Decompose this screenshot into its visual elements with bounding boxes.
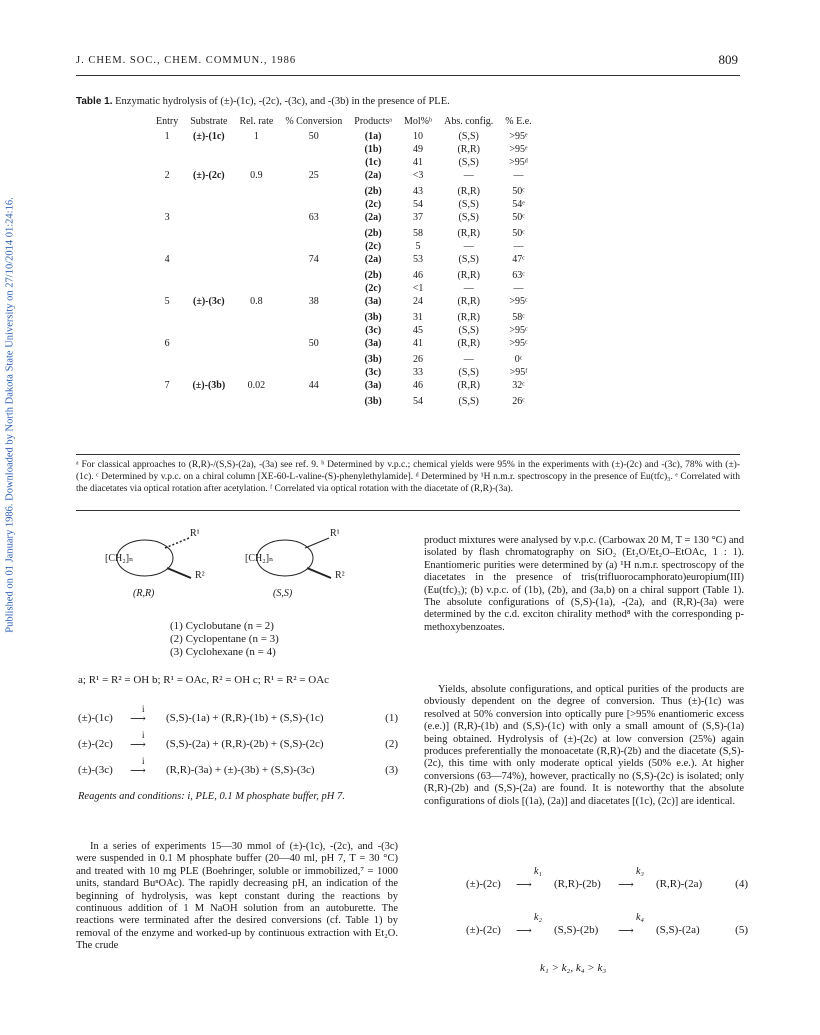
cell-entry (150, 324, 184, 337)
table-footnotes: ᵃ For classical approaches to (R,R)-/(S,S)-(2a), -(3a) see ref. 9. ᵇ Determined by v.p.c.; chemical yields were 95% in the experiments with (±)-(2c) and -(3c), 78% with (±)-(1c). ᶜ Determined by v.p.c. on a chiral column [XE-60-L-valine-(S)-phenylethylamide]. ᵈ Determined by ¹H n.m.r. spectroscopy in the presence of Eu(tfc)₃. ᵉ Correlated with the diacetates via optical rotation after acetylation. ᶠ Correlated via optical rotation with the diacetate of (R,R)-(3a). (76, 460, 740, 494)
cell-substrate (184, 395, 233, 408)
cell-mol: 46 (413, 380, 424, 391)
table-row (150, 130, 538, 143)
cell-substrate (184, 269, 233, 282)
structure-drawings (95, 530, 355, 605)
table-rule (76, 454, 740, 455)
reaction-products: (R,R)-(3a) + (±)-(3b) + (S,S)-(3c) (166, 764, 315, 776)
cell-config: (R,R) (457, 144, 480, 155)
cell-config: (S,S) (458, 367, 479, 378)
cell-conversion: 25 (308, 170, 319, 181)
cell-rel-rate (233, 227, 279, 240)
cell-rel-rate (233, 143, 279, 156)
cell-conversion (279, 353, 348, 366)
cell-entry: 2 (164, 170, 170, 181)
cell-substrate (184, 211, 233, 227)
equation-row (466, 866, 748, 912)
reaction-start: (±)-(1c) (78, 712, 113, 724)
cell-product: (2c) (365, 283, 382, 294)
table-row (150, 156, 538, 169)
cell-substrate: (±)-(2c) (193, 170, 225, 181)
cell-product: (3b) (364, 354, 382, 365)
cell-entry: 5 (164, 296, 170, 307)
cell-mol: 37 (413, 212, 424, 223)
cell-config: — (463, 354, 474, 365)
cell-mol: 58 (413, 228, 424, 239)
cell-config: (S,S) (458, 131, 479, 142)
cell-config: (S,S) (458, 199, 479, 210)
cell-substrate (184, 143, 233, 156)
col-ee: % E.e. (505, 115, 532, 127)
cell-ee: >95ᵈ (509, 157, 528, 168)
reaction-conditions: Reagents and conditions: i, PLE, 0.1 M phosphate buffer, pH 7. (78, 791, 345, 802)
eq-rate-2: k₄ (636, 912, 644, 923)
cell-config: — (463, 283, 474, 294)
cell-config: — (463, 170, 474, 181)
table-row (150, 366, 538, 379)
cell-entry (150, 143, 184, 156)
cell-substrate: (±)-(3b) (192, 380, 226, 391)
cell-product: (2a) (364, 212, 382, 223)
cell-entry (150, 395, 184, 408)
eq-mid: (R,R)-(2b) (554, 878, 601, 890)
eq-start: (±)-(2c) (466, 924, 501, 936)
cell-rel-rate (233, 269, 279, 282)
eq-end: (S,S)-(2a) (656, 924, 700, 936)
cell-rel-rate (233, 395, 279, 408)
reaction-arrow: ⟶ (130, 765, 146, 777)
reaction-start: (±)-(2c) (78, 738, 113, 750)
cell-rel-rate (233, 337, 279, 353)
eq-arrow-2: ⟶ (618, 879, 634, 891)
eq-start: (±)-(2c) (466, 878, 501, 890)
cell-conversion: 44 (308, 380, 319, 391)
cell-ee: 32ᶜ (512, 380, 525, 391)
table-row (150, 353, 538, 366)
cell-substrate (184, 227, 233, 240)
eq-rate-1: k₁ (534, 866, 542, 877)
table-caption-text: Enzymatic hydrolysis of (±)-(1c), -(2c), -(3c), and -(3b) in the presence of PLE. (115, 96, 450, 107)
eq-mid: (S,S)-(2b) (554, 924, 599, 936)
cell-conversion (279, 156, 348, 169)
cell-rel-rate (233, 240, 279, 253)
left-column-paragraph: In a series of experiments 15—30 mmol of (±)-(1c), -(2c), and -(3c) were suspended in 0.1 M phosphate buffer (20—40 ml, pH 7, T = 30 °C) and treated with 10 mg PLE (Boehringer, soluble or immobilized,⁷ = 1000 units, standard BuⁿOAc). The rapidly decreasing pH, an indication of the beginning of hydrolysis, was kept constant during the reactions by continuous addition of 1 M NaOH solution from an autoburette. The reactions were terminated after the desired conversions (cf. Table 1) by removal of the enzyme and worked-up by continuous extraction with Et₂O. The crude (76, 841, 398, 952)
cell-entry (150, 156, 184, 169)
cell-product: (1b) (364, 144, 382, 155)
reaction-row (78, 732, 400, 758)
cell-conversion (279, 240, 348, 253)
cell-conversion: 50 (308, 131, 319, 142)
table-row (150, 198, 538, 211)
cell-config: (S,S) (458, 396, 479, 407)
cell-entry (150, 366, 184, 379)
cell-entry: 7 (164, 380, 170, 391)
reaction-number: (2) (385, 738, 398, 750)
cell-mol: 46 (413, 270, 424, 281)
cell-entry: 3 (164, 212, 170, 223)
table-row (150, 324, 538, 337)
cell-substrate (184, 282, 233, 295)
cell-rel-rate (233, 198, 279, 211)
cell-config: (S,S) (458, 325, 479, 336)
compound-1: (1) Cyclobutane (n = 2) (170, 620, 274, 632)
table-row (150, 227, 538, 240)
eq-end: (R,R)-(2a) (656, 878, 703, 890)
table-row (150, 240, 538, 253)
cell-rel-rate (233, 324, 279, 337)
cell-product: (2b) (364, 228, 382, 239)
cell-config: (R,R) (457, 380, 480, 391)
eq-rate-1: k₂ (534, 912, 542, 923)
ring-label-right: [CH₂]ₙ (245, 553, 274, 564)
journal-title: J. CHEM. SOC., CHEM. COMMUN., 1986 (76, 55, 297, 66)
cell-product: (2c) (365, 199, 382, 210)
table-caption (76, 96, 450, 107)
cell-config: (R,R) (457, 228, 480, 239)
table-label: Table 1. (76, 96, 113, 107)
cell-ee: >95ᵉ (509, 144, 528, 155)
cell-product: (3c) (365, 367, 382, 378)
cell-ee: 54ᵉ (512, 199, 525, 210)
cell-config: (R,R) (457, 296, 480, 307)
cell-ee: 47ᶜ (512, 254, 525, 265)
cell-entry: 6 (164, 338, 170, 349)
cell-rel-rate (233, 211, 279, 227)
cell-entry: 4 (164, 254, 170, 265)
cell-mol: 43 (413, 186, 424, 197)
r2-label-left: R² (195, 570, 205, 581)
ring-label-left: [CH₂]ₙ (105, 553, 134, 564)
r1-label-right: R¹ (330, 528, 340, 539)
table-row (150, 295, 538, 311)
right-column-paragraph-1: product mixtures were analysed by v.p.c. (Carbowax 20 M, T = 130 °C) and isolated by flash chromatography on SiO₂ (Et₂O/Et₂O–EtOAc, 1 : 1). Enantiomeric purities were determined by (a) ¹H n.m.r. spectroscopy of the diacetates in the presence of tris(trifluorocamphorato)europium(III) (Eu(tfc)₃); (b) v.p.c. of (1b), (2b), and (3a,b) on a chiral support (Table 1). The absolute configurations of (S,S)-(1a), -(2a), and (R,R)-(3a) were determined by the c.d. exciton chirality method⁸ with the corresponding p-methoxybenzoates. (424, 535, 744, 633)
cell-substrate (184, 185, 233, 198)
cell-product: (3c) (365, 325, 382, 336)
cell-mol: 10 (413, 131, 424, 142)
col-substrate: Substrate (190, 115, 228, 127)
cell-ee: — (513, 283, 524, 294)
cell-mol: 41 (413, 338, 424, 349)
config-label-rr: (R,R) (133, 588, 155, 599)
cell-ee: 50ᶜ (512, 212, 525, 223)
compound-list (170, 620, 279, 659)
cell-conversion: 74 (308, 254, 319, 265)
col-conversion: % Conversion (285, 115, 343, 127)
cell-substrate (184, 337, 233, 353)
table-row (150, 379, 538, 395)
table-row (150, 169, 538, 185)
cell-mol: 41 (413, 157, 424, 168)
table-row (150, 269, 538, 282)
cell-config: (S,S) (458, 212, 479, 223)
right-column-paragraph-2: Yields, absolute configurations, and optical purities of the products are obviously dependent on the degree of conversion. Thus (±)-(1c) was resolved at 50% conversion into optically pure [>95% enantiomeric excess (e.e.)] (R,R)-(1b) and (S,S)-(1c) with only a small amount of (S,S)-(1a) being obtained. Hydrolysis of (±)-(2c) at low conversion (25%) again produces preferentially the monoacetate (R,R)-(2b) and the diacetate (S,S)-(2c), this time with only moderate optical yields (50% e.e.). At higher conversions (63—74%), however, practically no (S,S)-(2c) is isolated; only (R,R)-(2b) and (S,S)-(2a) are found. It is noteworthy that the absolute configurations of diols [(1a), (2a)] and diacetates [(1c), (2c)] are identical. (424, 684, 744, 807)
cell-config: (R,R) (457, 338, 480, 349)
table-row (150, 282, 538, 295)
header-rule (76, 75, 740, 76)
cell-mol: <1 (412, 283, 424, 294)
cell-conversion (279, 143, 348, 156)
cell-ee: >95ᵉ (509, 131, 528, 142)
table-header-row (150, 114, 538, 130)
cell-ee: — (513, 241, 524, 252)
cell-ee: 0ᶜ (514, 354, 523, 365)
cell-product: (2a) (364, 170, 382, 181)
cell-entry (150, 311, 184, 324)
cell-rel-rate: 0.9 (250, 170, 263, 181)
cell-rel-rate: 1 (253, 131, 259, 142)
footnote-rule (76, 510, 740, 511)
cell-ee: 58ᶜ (512, 312, 525, 323)
table-row (150, 337, 538, 353)
cell-rel-rate (233, 253, 279, 269)
reaction-start: (±)-(3c) (78, 764, 113, 776)
cell-rel-rate (233, 156, 279, 169)
col-products: Productsᵃ (354, 115, 392, 127)
cell-substrate (184, 198, 233, 211)
cell-ee: 63ᶜ (512, 270, 525, 281)
cell-substrate (184, 311, 233, 324)
reagent-label: i (142, 730, 145, 740)
cell-ee: >95ᶜ (509, 325, 528, 336)
cell-entry: 1 (164, 131, 170, 142)
cell-rel-rate (233, 366, 279, 379)
config-label-ss: (S,S) (273, 588, 293, 599)
cell-conversion (279, 311, 348, 324)
cell-entry (150, 353, 184, 366)
table-row (150, 143, 538, 156)
cell-config: (S,S) (458, 157, 479, 168)
cell-conversion (279, 185, 348, 198)
cell-substrate (184, 156, 233, 169)
cell-config: (R,R) (457, 270, 480, 281)
cell-rel-rate (233, 311, 279, 324)
cell-mol: 5 (415, 241, 421, 252)
table-row (150, 185, 538, 198)
cell-mol: 53 (413, 254, 424, 265)
cell-conversion (279, 269, 348, 282)
r1-label-left: R¹ (190, 528, 200, 539)
col-entry: Entry (156, 115, 179, 127)
table-row (150, 253, 538, 269)
reaction-arrow: ⟶ (130, 713, 146, 725)
compound-3: (3) Cyclohexane (n = 4) (170, 646, 276, 658)
cell-product: (2b) (364, 186, 382, 197)
cell-entry (150, 198, 184, 211)
cell-product: (3a) (364, 338, 382, 349)
cell-ee: >95ᶠ (509, 367, 528, 378)
cell-ee: — (513, 170, 524, 181)
table-row (150, 395, 538, 408)
cell-product: (1c) (365, 157, 382, 168)
cell-conversion (279, 227, 348, 240)
eq-number: (4) (735, 878, 748, 890)
eq-rate-2: k₃ (636, 866, 644, 877)
cell-entry (150, 269, 184, 282)
r2-label-right: R² (335, 570, 345, 581)
eq-arrow-1: ⟶ (516, 925, 532, 937)
page-number: 809 (718, 52, 738, 67)
cell-mol: 49 (413, 144, 424, 155)
cell-conversion (279, 366, 348, 379)
reaction-products: (S,S)-(1a) + (R,R)-(1b) + (S,S)-(1c) (166, 712, 324, 724)
cell-substrate: (±)-(1c) (193, 131, 225, 142)
cell-conversion (279, 324, 348, 337)
eq-arrow-1: ⟶ (516, 879, 532, 891)
col-mol: Mol%ᵇ (404, 115, 433, 127)
cell-mol: 26 (413, 354, 424, 365)
reaction-number: (3) (385, 764, 398, 776)
reaction-row (78, 706, 400, 732)
cell-substrate: (±)-(3c) (193, 296, 225, 307)
cell-mol: 54 (413, 396, 424, 407)
col-abs-config: Abs. config. (444, 115, 494, 127)
cell-mol: 31 (413, 312, 424, 323)
cell-product: (2a) (364, 254, 382, 265)
cell-conversion (279, 198, 348, 211)
eq-arrow-2: ⟶ (618, 925, 634, 937)
cell-substrate (184, 353, 233, 366)
cell-product: (2b) (364, 270, 382, 281)
equation-row (466, 912, 748, 958)
cell-product: (2c) (365, 241, 382, 252)
cell-product: (3a) (364, 296, 382, 307)
cell-rel-rate: 0.02 (247, 380, 266, 391)
cell-ee: 50ᶜ (512, 186, 525, 197)
cell-entry (150, 227, 184, 240)
running-header (76, 52, 738, 72)
cell-mol: 54 (413, 199, 424, 210)
cell-substrate (184, 240, 233, 253)
cell-rel-rate (233, 353, 279, 366)
cell-conversion (279, 395, 348, 408)
cell-ee: >95ᶜ (509, 338, 528, 349)
rate-relation: k₁ > k₂, k₄ > k₃ (540, 962, 607, 974)
reaction-number: (1) (385, 712, 398, 724)
cell-config: — (463, 241, 474, 252)
reaction-scheme (78, 706, 400, 784)
cell-config: (R,R) (457, 186, 480, 197)
cell-ee: 50ᶜ (512, 228, 525, 239)
cell-conversion (279, 282, 348, 295)
cell-conversion: 38 (308, 296, 319, 307)
download-notice (2, 180, 18, 650)
cell-entry (150, 240, 184, 253)
cell-mol: 33 (413, 367, 424, 378)
data-table (150, 114, 538, 408)
cell-entry (150, 282, 184, 295)
cell-mol: 45 (413, 325, 424, 336)
reaction-row (78, 758, 400, 784)
cell-substrate (184, 253, 233, 269)
cell-entry (150, 185, 184, 198)
cell-product: (1a) (364, 131, 382, 142)
cell-product: (3a) (364, 380, 382, 391)
cell-mol: <3 (412, 170, 424, 181)
cell-mol: 24 (413, 296, 424, 307)
cell-rel-rate (233, 282, 279, 295)
cell-product: (3b) (364, 396, 382, 407)
col-rel-rate: Rel. rate (239, 115, 274, 127)
cell-substrate (184, 324, 233, 337)
compound-2: (2) Cyclopentane (n = 3) (170, 633, 279, 645)
table-row (150, 311, 538, 324)
substituent-key: a; R¹ = R² = OH b; R¹ = OAc, R² = OH c; R¹ = R² = OAc (78, 674, 330, 686)
reagent-label: i (142, 756, 145, 766)
cell-config: (R,R) (457, 312, 480, 323)
cell-substrate (184, 366, 233, 379)
cell-config: (S,S) (458, 254, 479, 265)
download-notice-text: Published on 01 January 1986. Downloaded by North Dakota State University on 27/10/2014 01:24:16. (4, 197, 16, 633)
reaction-products: (S,S)-(2a) + (R,R)-(2b) + (S,S)-(2c) (166, 738, 324, 750)
cell-conversion: 50 (308, 338, 319, 349)
eq-number: (5) (735, 924, 748, 936)
cell-product: (3b) (364, 312, 382, 323)
reagent-label: i (142, 704, 145, 714)
cell-conversion: 63 (308, 212, 319, 223)
cell-ee: >95ᶜ (509, 296, 528, 307)
cell-rel-rate (233, 185, 279, 198)
table-row (150, 211, 538, 227)
cell-ee: 26ᶜ (512, 396, 525, 407)
cell-rel-rate: 0.8 (250, 296, 263, 307)
reaction-arrow: ⟶ (130, 739, 146, 751)
kinetic-equations (466, 866, 748, 958)
